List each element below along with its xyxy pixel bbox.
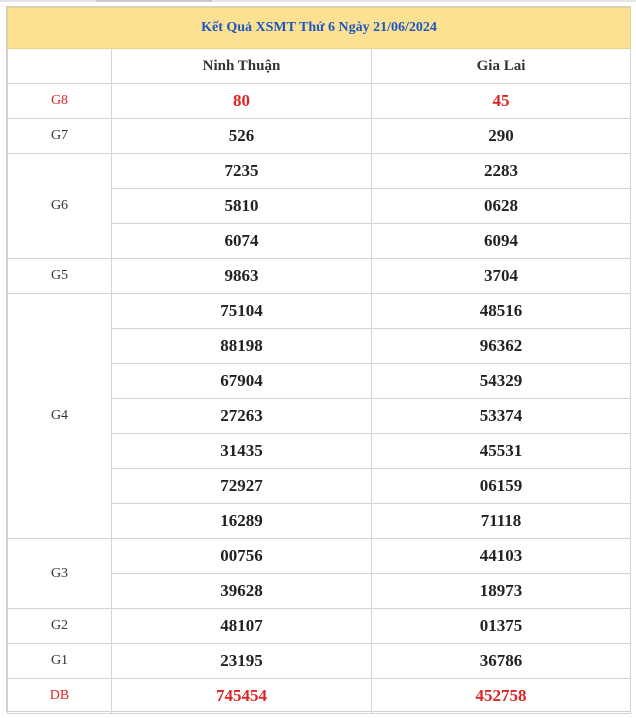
results-body <box>8 84 631 714</box>
result-number: 54329 <box>372 364 631 399</box>
result-row-g8 <box>8 84 631 119</box>
result-number: 45 <box>372 84 631 119</box>
prize-label: G4 <box>8 294 112 539</box>
result-number: 53374 <box>372 399 631 434</box>
results-title: Kết Quả XSMT Thứ 6 Ngày 21/06/2024 <box>8 8 631 49</box>
result-number: 31435 <box>112 434 372 469</box>
result-number: 526 <box>112 119 372 154</box>
result-number: 80 <box>112 84 372 119</box>
result-number: 39628 <box>112 574 372 609</box>
prize-label: G1 <box>8 644 112 679</box>
result-number: 96362 <box>372 329 631 364</box>
top-divider <box>0 0 636 2</box>
result-number: 06159 <box>372 469 631 504</box>
result-number: 01375 <box>372 609 631 644</box>
result-number: 5810 <box>112 189 372 224</box>
result-number: 27263 <box>112 399 372 434</box>
prize-label: G2 <box>8 609 112 644</box>
results-panel <box>6 6 631 712</box>
result-number: 7235 <box>112 154 372 189</box>
result-number: 75104 <box>112 294 372 329</box>
result-number: 23195 <box>112 644 372 679</box>
result-number: 00756 <box>112 539 372 574</box>
result-number: 452758 <box>372 679 631 714</box>
result-row-g1 <box>8 644 631 679</box>
result-row-g5 <box>8 259 631 294</box>
prize-label: DB <box>8 679 112 714</box>
province-header-ninh-thuan: Ninh Thuận <box>112 49 372 84</box>
result-number: 290 <box>372 119 631 154</box>
result-row-g2 <box>8 609 631 644</box>
result-number: 36786 <box>372 644 631 679</box>
prize-label: G5 <box>8 259 112 294</box>
prize-label: G6 <box>8 154 112 259</box>
result-number: 6074 <box>112 224 372 259</box>
result-row-g6 <box>8 154 631 189</box>
prize-label: G8 <box>8 84 112 119</box>
result-number: 88198 <box>112 329 372 364</box>
header-row <box>8 49 631 84</box>
result-number: 45531 <box>372 434 631 469</box>
results-table <box>7 7 631 714</box>
prize-label: G7 <box>8 119 112 154</box>
result-row-g4 <box>8 294 631 329</box>
prize-header-cell <box>8 49 112 84</box>
result-number: 2283 <box>372 154 631 189</box>
result-number: 48107 <box>112 609 372 644</box>
province-header-gia-lai: Gia Lai <box>372 49 631 84</box>
result-number: 745454 <box>112 679 372 714</box>
result-number: 48516 <box>372 294 631 329</box>
result-number: 67904 <box>112 364 372 399</box>
result-number: 6094 <box>372 224 631 259</box>
result-number: 3704 <box>372 259 631 294</box>
result-number: 71118 <box>372 504 631 539</box>
result-row-g3 <box>8 539 631 574</box>
result-row-g7 <box>8 119 631 154</box>
result-number: 0628 <box>372 189 631 224</box>
result-row-db <box>8 679 631 714</box>
result-number: 18973 <box>372 574 631 609</box>
result-number: 9863 <box>112 259 372 294</box>
result-number: 72927 <box>112 469 372 504</box>
prize-label: G3 <box>8 539 112 609</box>
result-number: 16289 <box>112 504 372 539</box>
result-number: 44103 <box>372 539 631 574</box>
